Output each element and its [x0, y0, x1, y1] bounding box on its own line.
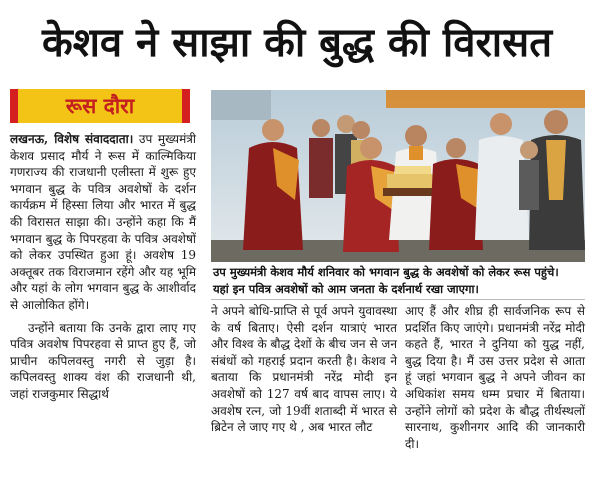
news-photo	[211, 90, 585, 262]
article-column-1	[10, 131, 196, 403]
article-column-3	[405, 303, 585, 452]
caption-line-1: उप मुख्यमंत्री केशव मौर्य शनिवार को भगवान बुद्ध के अवशेषों को लेकर रूस पहुंचे।	[213, 265, 559, 279]
column-2-text: ने अपने बोधि-प्राप्ति से पूर्व अपने युवावस्था के वर्ष बिताए। ऐसी दर्शन यात्राएं भारत और विश्व के बौद्ध देशों के बीच जन से जन संबंधों को गहराई प्रदान करती है। केशव ने बताया कि प्रधानमंत्री नरेंद्र मोदी इन अवशेषों को 127 वर्ष बाद वापस लाए। ये अवशेष रत्न, जो 19वीं शताब्दी में भारत से ब्रिटेन ले जाए गए थे , अब भारत लौट	[211, 304, 397, 435]
article-column-2	[211, 303, 397, 436]
column-3-text: आए हैं और शीघ्र ही सार्वजनिक रूप से प्रदर्शित किए जाएंगे। प्रधानमंत्री नरेंद्र मोदी कहते हैं, भारत ने दुनिया को युद्ध नहीं, बुद्ध दिया है। मैं उस उत्तर प्रदेश से आता हूं जहां भगवान बुद्ध ने अपने जीवन का अधिकांश समय धम्म प्रचार में बिताया। उन्होंने लोगों को प्रदेश के बौद्ध तीर्थस्थलों सारनाथ, कुशीनगर आदि की जानकारी दी।	[405, 304, 585, 451]
paragraph-2: उन्होंने बताया कि उनके द्वारा लाए गए पवित्र अवशेष पिपरहवा से प्राप्त हुए हैं, जो प्राचीन कपिलवस्तु नगरी से जुड़ा है। कपिलवस्तु शाक्य वंश की राजधानी थी, जहां राजकुमार सिद्धार्थ	[10, 320, 196, 401]
photo-caption	[211, 263, 585, 299]
kicker-label: रूस दौरा	[65, 94, 135, 118]
section-kicker	[10, 89, 190, 123]
caption-divider	[211, 299, 585, 300]
paragraph-1	[10, 131, 196, 314]
paragraph-1-text: उप मुख्यमंत्री केशव प्रसाद मौर्य ने रूस में काल्मिकिया गणराज्य की राजधानी एलीस्ता में शुरू हुए भगवान बुद्ध के पवित्र अवशेषों के दर्शन कार्यक्रम में हिस्सा लिया और भारत में बुद्ध की विरासत साझा की। उन्होंने कहा कि मैं भगवान बुद्ध के पिपरहवा के पवित्र अवशेषों को लेकर उपस्थित हुआ हूं। अवशेष 19 अक्तूबर तक विराजमान रहेंगे और यह भूमि और यहां के लोग भगवान बुद्ध के आशीर्वाद से आलोकित होंगे।	[10, 132, 196, 312]
headline: केशव ने साझा की बुद्ध की विरासत	[41, 19, 553, 66]
photo-illustration	[211, 90, 585, 262]
byline: लखनऊ, विशेष संवाददाता।	[10, 132, 134, 146]
caption-line-2: यहां इन पवित्र अवशेषों को आम जनता के दर्शनार्थ रखा जाएगा।	[213, 282, 479, 296]
